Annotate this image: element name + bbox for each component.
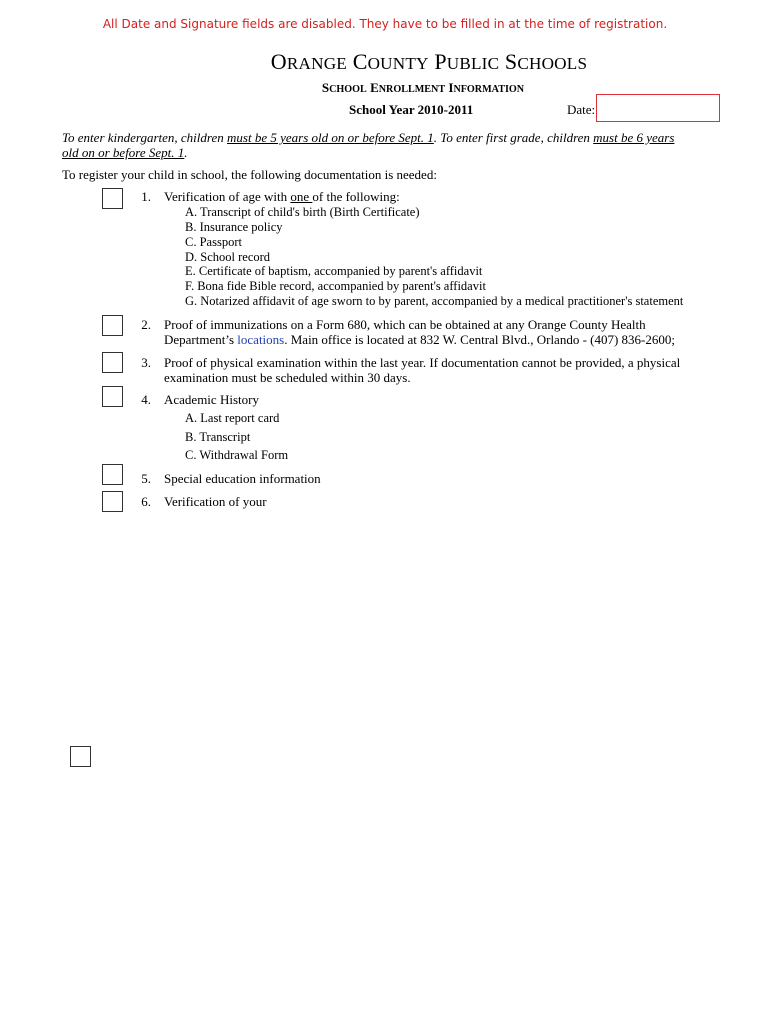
item-4-text: Academic History — [164, 392, 259, 407]
register-instructions: To register your child in school, the following documentation is needed: — [62, 167, 437, 182]
item-5-text: Special education information — [164, 471, 321, 486]
item-3-checkbox[interactable] — [102, 352, 123, 373]
item-1-text: Verification of age with one of the following: — [164, 189, 400, 204]
page-title: ORANGE COUNTY PUBLIC SCHOOLS — [270, 49, 588, 74]
item-1-sub-a: A. Transcript of child's birth (Birth Certificate) — [185, 205, 420, 219]
item-1-sub-c: C. Passport — [185, 235, 242, 249]
item-1-sub-b: B. Insurance policy — [185, 220, 283, 234]
item-2-checkbox[interactable] — [102, 315, 123, 336]
disabled-fields-notice: All Date and Signature fields are disabled. They have to be filled in at the time of registration. — [102, 17, 668, 31]
date-field[interactable] — [596, 94, 720, 122]
locations-link[interactable]: locations — [237, 332, 285, 347]
item-4-sub-c: C. Withdrawal Form — [185, 448, 289, 462]
item-6-checkbox[interactable] — [102, 491, 123, 512]
item-5-checkbox[interactable] — [102, 464, 123, 485]
item-2-line-2: Department’s locations. Main office is located at 832 W. Central Blvd., Orlando - (407) 836-2600; — [164, 332, 676, 347]
extra-checkbox[interactable] — [70, 746, 91, 767]
item-1-sub-d: D. School record — [185, 250, 271, 264]
date-label: Date: — [567, 102, 596, 117]
age-requirement-text: To enter kindergarten, children must be 5 years old on or before Sept. 1. To enter first grade, children must be 6 years old on or before Sept. 1. — [62, 130, 675, 160]
item-1-sub-e: E. Certificate of baptism, accompanied by parent's affidavit — [185, 264, 483, 278]
page-subtitle: SCHOOL ENROLLMENT INFORMATION — [321, 80, 525, 95]
item-4-checkbox[interactable] — [102, 386, 123, 407]
item-4-sub-a: A. Last report card — [185, 411, 280, 425]
item-2-line-1: Proof of immunizations on a Form 680, which can be obtained at any Orange County Health — [164, 317, 646, 332]
item-1-sub-f: F. Bona fide Bible record, accompanied by parent's affidavit — [185, 279, 486, 293]
item-4-sub-b: B. Transcript — [185, 430, 251, 444]
item-3-number: 3. — [141, 355, 151, 370]
item-2-number: 2. — [141, 317, 151, 332]
item-5-number: 5. — [141, 471, 151, 486]
item-4-number: 4. — [141, 392, 151, 407]
item-3-line-1: Proof of physical examination within the last year. If documentation cannot be provided, a physical — [164, 355, 681, 370]
school-year-label: School Year 2010-2011 — [349, 102, 474, 117]
item-6-number: 6. — [141, 494, 151, 509]
item-1-checkbox[interactable] — [102, 188, 123, 209]
item-1-number: 1. — [141, 189, 151, 204]
item-6-text: Verification of your — [164, 494, 267, 509]
item-3-line-2: examination must be scheduled within 30 days. — [164, 370, 411, 385]
item-1-sub-g: G. Notarized affidavit of age sworn to by parent, accompanied by a medical practitioner's statement — [185, 294, 684, 308]
